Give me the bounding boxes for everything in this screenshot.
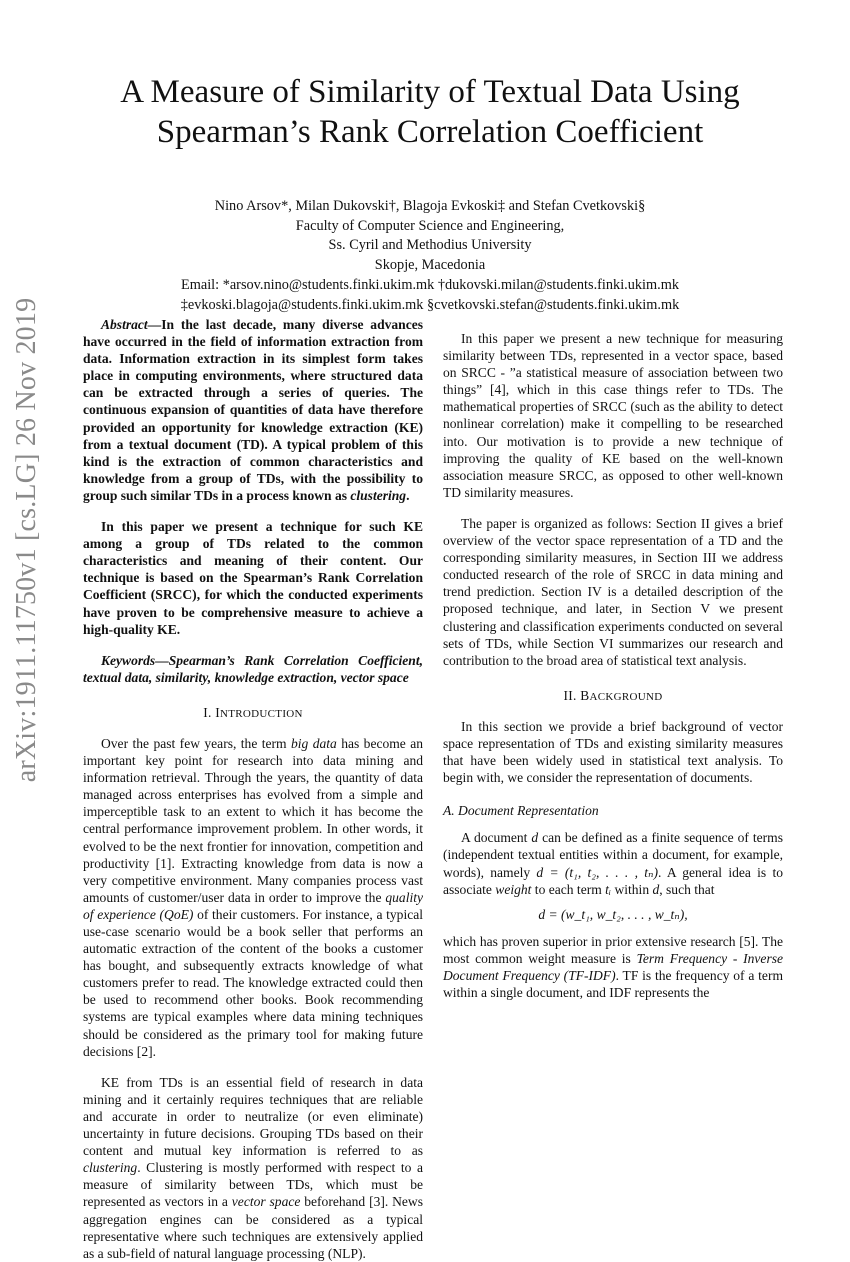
abstract-label: Abstract [101,317,148,332]
equation-weight-vector: d = (w_t₁, w_t₂, . . . , w_tₙ), [538,906,688,922]
left-column [83,316,423,1262]
intro-paragraph-2: KE from TDs is an essential field of research in data mining and it certainly requires techniques that are reliable and accurate in order to neutralize (or even eliminate) uncertainty in future decisions. Grouping TDs based on their content and mutual key information is referred to as clustering. Clustering is mostly performed with respect to a measure of similarity between TDs, which must be represented as vectors in a vector space beforehand [3]. News aggregation engines can be considered as a typical representative where such techniques are extensively applied as a sub-field of natural language processing (NLP). [83,1074,423,1261]
title-line-2: Spearman’s Rank Correlation Coefficient [156,114,704,150]
affiliation-university: Ss. Cyril and Methodius University [328,237,532,254]
title-line-1: A Measure of Similarity of Textual Data Using [120,74,740,110]
affiliation-city: Skopje, Macedonia [374,257,486,274]
author-block [100,197,760,315]
arxiv-sidebar [2,290,52,790]
author-emails-2: ‡evkoski.blagoja@students.finki.ukim.mk §cvetkovski.stefan@students.finki.ukim.mk [180,296,680,313]
paper-title [80,72,780,152]
subsection-heading-document-representation: A. Document Representation [443,803,599,819]
doc-rep-paragraph-2: which has proven superior in prior extensive research [5]. The most common weight measure is Term Frequency - Inverse Document Frequency (TF-IDF). TF is the frequency of a term within a single document, and IDF represents the [443,933,783,1001]
intro-paragraph-4: The paper is organized as follows: Section II gives a brief overview of the vector space representation of a TD and the corresponding similarity measures, in Section III we address conducted research of the role of SRCC in data mining and trend prediction. Section IV is a detailed description of the proposed technique, and later, in Section V we present clustering and classification experiments conducted on several sets of TDs, while Section VI summarizes our research and contribution to the broad area of statistical text analysis. [443,515,783,668]
keywords: Keywords—Spearman’s Rank Correlation Coefficient, textual data, similarity, knowledge extraction, vector space [83,652,423,685]
intro-paragraph-1: Over the past few years, the term big data has become an important key point for research into data mining and information retrieval. Through the years, the quantity of data managed across enterprises has evolved from a simple and imperceptible task to an extent to which it has become the central performance improvement problem. In other words, it evolved to be the next frontier for innovation, competition and productivity [1]. Extracting knowledge from data is now a very competitive environment. Many companies process vast amounts of customer/user data in order to improve the quality of experience (QoE) of their customers. For instance, a typical use-case scenario would be a book seller that performs an automatic extraction of the content of the books a customer has bought, and subsequently extracts knowledge of what customers prefer to read. The knowledge extracted could then be used to recommend other books. Book recommending systems are typical examples where data mining techniques should be considered as the primary tool for making future decisions [2]. [83,735,423,1059]
right-column [443,316,783,1001]
affiliation-faculty: Faculty of Computer Science and Engineering, [295,217,565,234]
author-names: Nino Arsov*, Milan Dukovski†, Blagoja Evkoski‡ and Stefan Cvetkovski§ [214,198,646,214]
arxiv-identifier: arXiv:1911.11750v1 [cs.LG] 26 Nov 2019 [11,297,42,783]
author-emails-1: Email: *arsov.nino@students.finki.ukim.mk †dukovski.milan@students.finki.ukim.mk [181,276,679,293]
intro-paragraph-3: In this paper we present a new technique for measuring similarity between TDs, represented in a vector space, based on SRCC - ”a statistical measure of association between two things” [4], which in this case things refer to TDs. The mathematical properties of SRCC (such as the ability to detect nonlinear correlation) make it compelling to be researched into. Our motivation is to provide a new technique of improving the quality of KE based on the well-known association measure SRCC, as opposed to other well-known TD similarity measures. [443,331,783,500]
section-heading-background: II. BACKGROUND [563,687,663,703]
background-paragraph-1: In this section we provide a brief background of vector space representation of TDs and existing similarity measures that have been widely used in statistical text analysis. To begin with, we consider the representation of documents. [443,718,783,786]
keywords-label: Keywords [101,652,156,668]
doc-rep-paragraph-1: A document d can be defined as a finite sequence of terms (independent textual entities within a document, for example, words), namely d = (t₁, t₂, . . . , tₙ). A general idea is to associate weight to each term tᵢ within d, such that [443,830,783,897]
abstract-paragraph-2: In this paper we present a technique for such KE among a group of TDs related to the common characteristics and meaning of their content. Our technique is based on the Spearman’s Rank Correlation Coefficient (SRCC), for which the conducted experiments have proven to be comprehensive measure to achieve a high-quality KE. [83,519,423,637]
abstract-paragraph: Abstract—In the last decade, many diverse advances have occurred in the field of information extraction from data. Information extraction in its simplest form takes place in computing environments, where structured data can be extracted through a series of queries. The continuous expansion of quantities of data have therefore provided an opportunity for knowledge extraction (KE) from a textual document (TD). A typical problem of this kind is the extraction of common characteristics and knowledge from a group of TDs, with the possibility to group such similar TDs in a process known as clustering. [83,317,423,503]
section-heading-introduction: I. INTRODUCTION [203,704,303,720]
